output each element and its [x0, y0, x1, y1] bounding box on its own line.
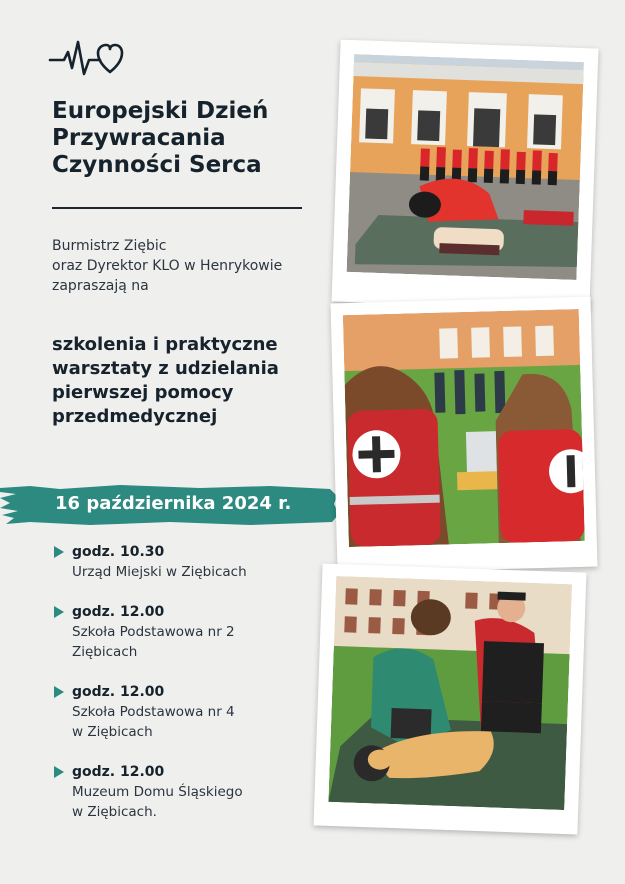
- title-line: Europejski Dzień: [52, 98, 269, 124]
- schedule-item: [52, 602, 322, 662]
- cpr-demo-building-photo: [347, 54, 584, 280]
- intro-line: zapraszają na: [52, 278, 149, 294]
- event-date: 16 października 2024 r.: [55, 493, 292, 514]
- date-banner: [0, 484, 340, 526]
- play-arrow-icon: [54, 546, 64, 558]
- title-line: Czynności Serca: [52, 152, 262, 178]
- title-divider: [52, 207, 302, 209]
- invitation-text: [52, 236, 322, 296]
- headline-line: szkolenia i praktyczne: [52, 334, 278, 355]
- schedule-time: godz. 12.00: [72, 684, 165, 700]
- schedule-place: Szkoła Podstawowa nr 4: [72, 704, 235, 720]
- schedule-place: Szkoła Podstawowa nr 2: [72, 624, 235, 640]
- schedule-place: Ziębicach: [72, 644, 138, 660]
- intro-line: oraz Dyrektor KLO w Henrykowie: [52, 258, 283, 274]
- headline-line: warsztaty z udzielania: [52, 358, 279, 379]
- polaroid-photo-2: [331, 297, 598, 574]
- schedule-item: [52, 542, 322, 582]
- schedule-item: [52, 762, 322, 822]
- intro-line: Burmistrz Ziębic: [52, 238, 167, 254]
- schedule-time: godz. 12.00: [72, 604, 165, 620]
- schedule-place: Urząd Miejski w Ziębicach: [72, 564, 247, 580]
- headline-line: pierwszej pomocy: [52, 382, 234, 403]
- rescuers-lawn-photo: [343, 309, 585, 547]
- heartbeat-heart-icon: [48, 38, 134, 78]
- schedule-list: [52, 542, 322, 842]
- title-line: Przywracania: [52, 125, 226, 151]
- polaroid-photo-3: [314, 563, 587, 834]
- schedule-time: godz. 10.30: [72, 544, 165, 560]
- workshop-headline: [52, 333, 322, 429]
- polaroid-photo-1: [332, 40, 599, 311]
- play-arrow-icon: [54, 686, 64, 698]
- play-arrow-icon: [54, 766, 64, 778]
- schedule-item: [52, 682, 322, 742]
- play-arrow-icon: [54, 606, 64, 618]
- schedule-place: w Ziębicach.: [72, 804, 157, 820]
- event-title: [52, 98, 312, 179]
- schedule-time: godz. 12.00: [72, 764, 165, 780]
- cpr-mannequin-training-photo: [328, 576, 572, 810]
- schedule-place: Muzeum Domu Śląskiego: [72, 784, 243, 800]
- schedule-place: w Ziębicach: [72, 724, 153, 740]
- headline-line: przedmedycznej: [52, 406, 218, 427]
